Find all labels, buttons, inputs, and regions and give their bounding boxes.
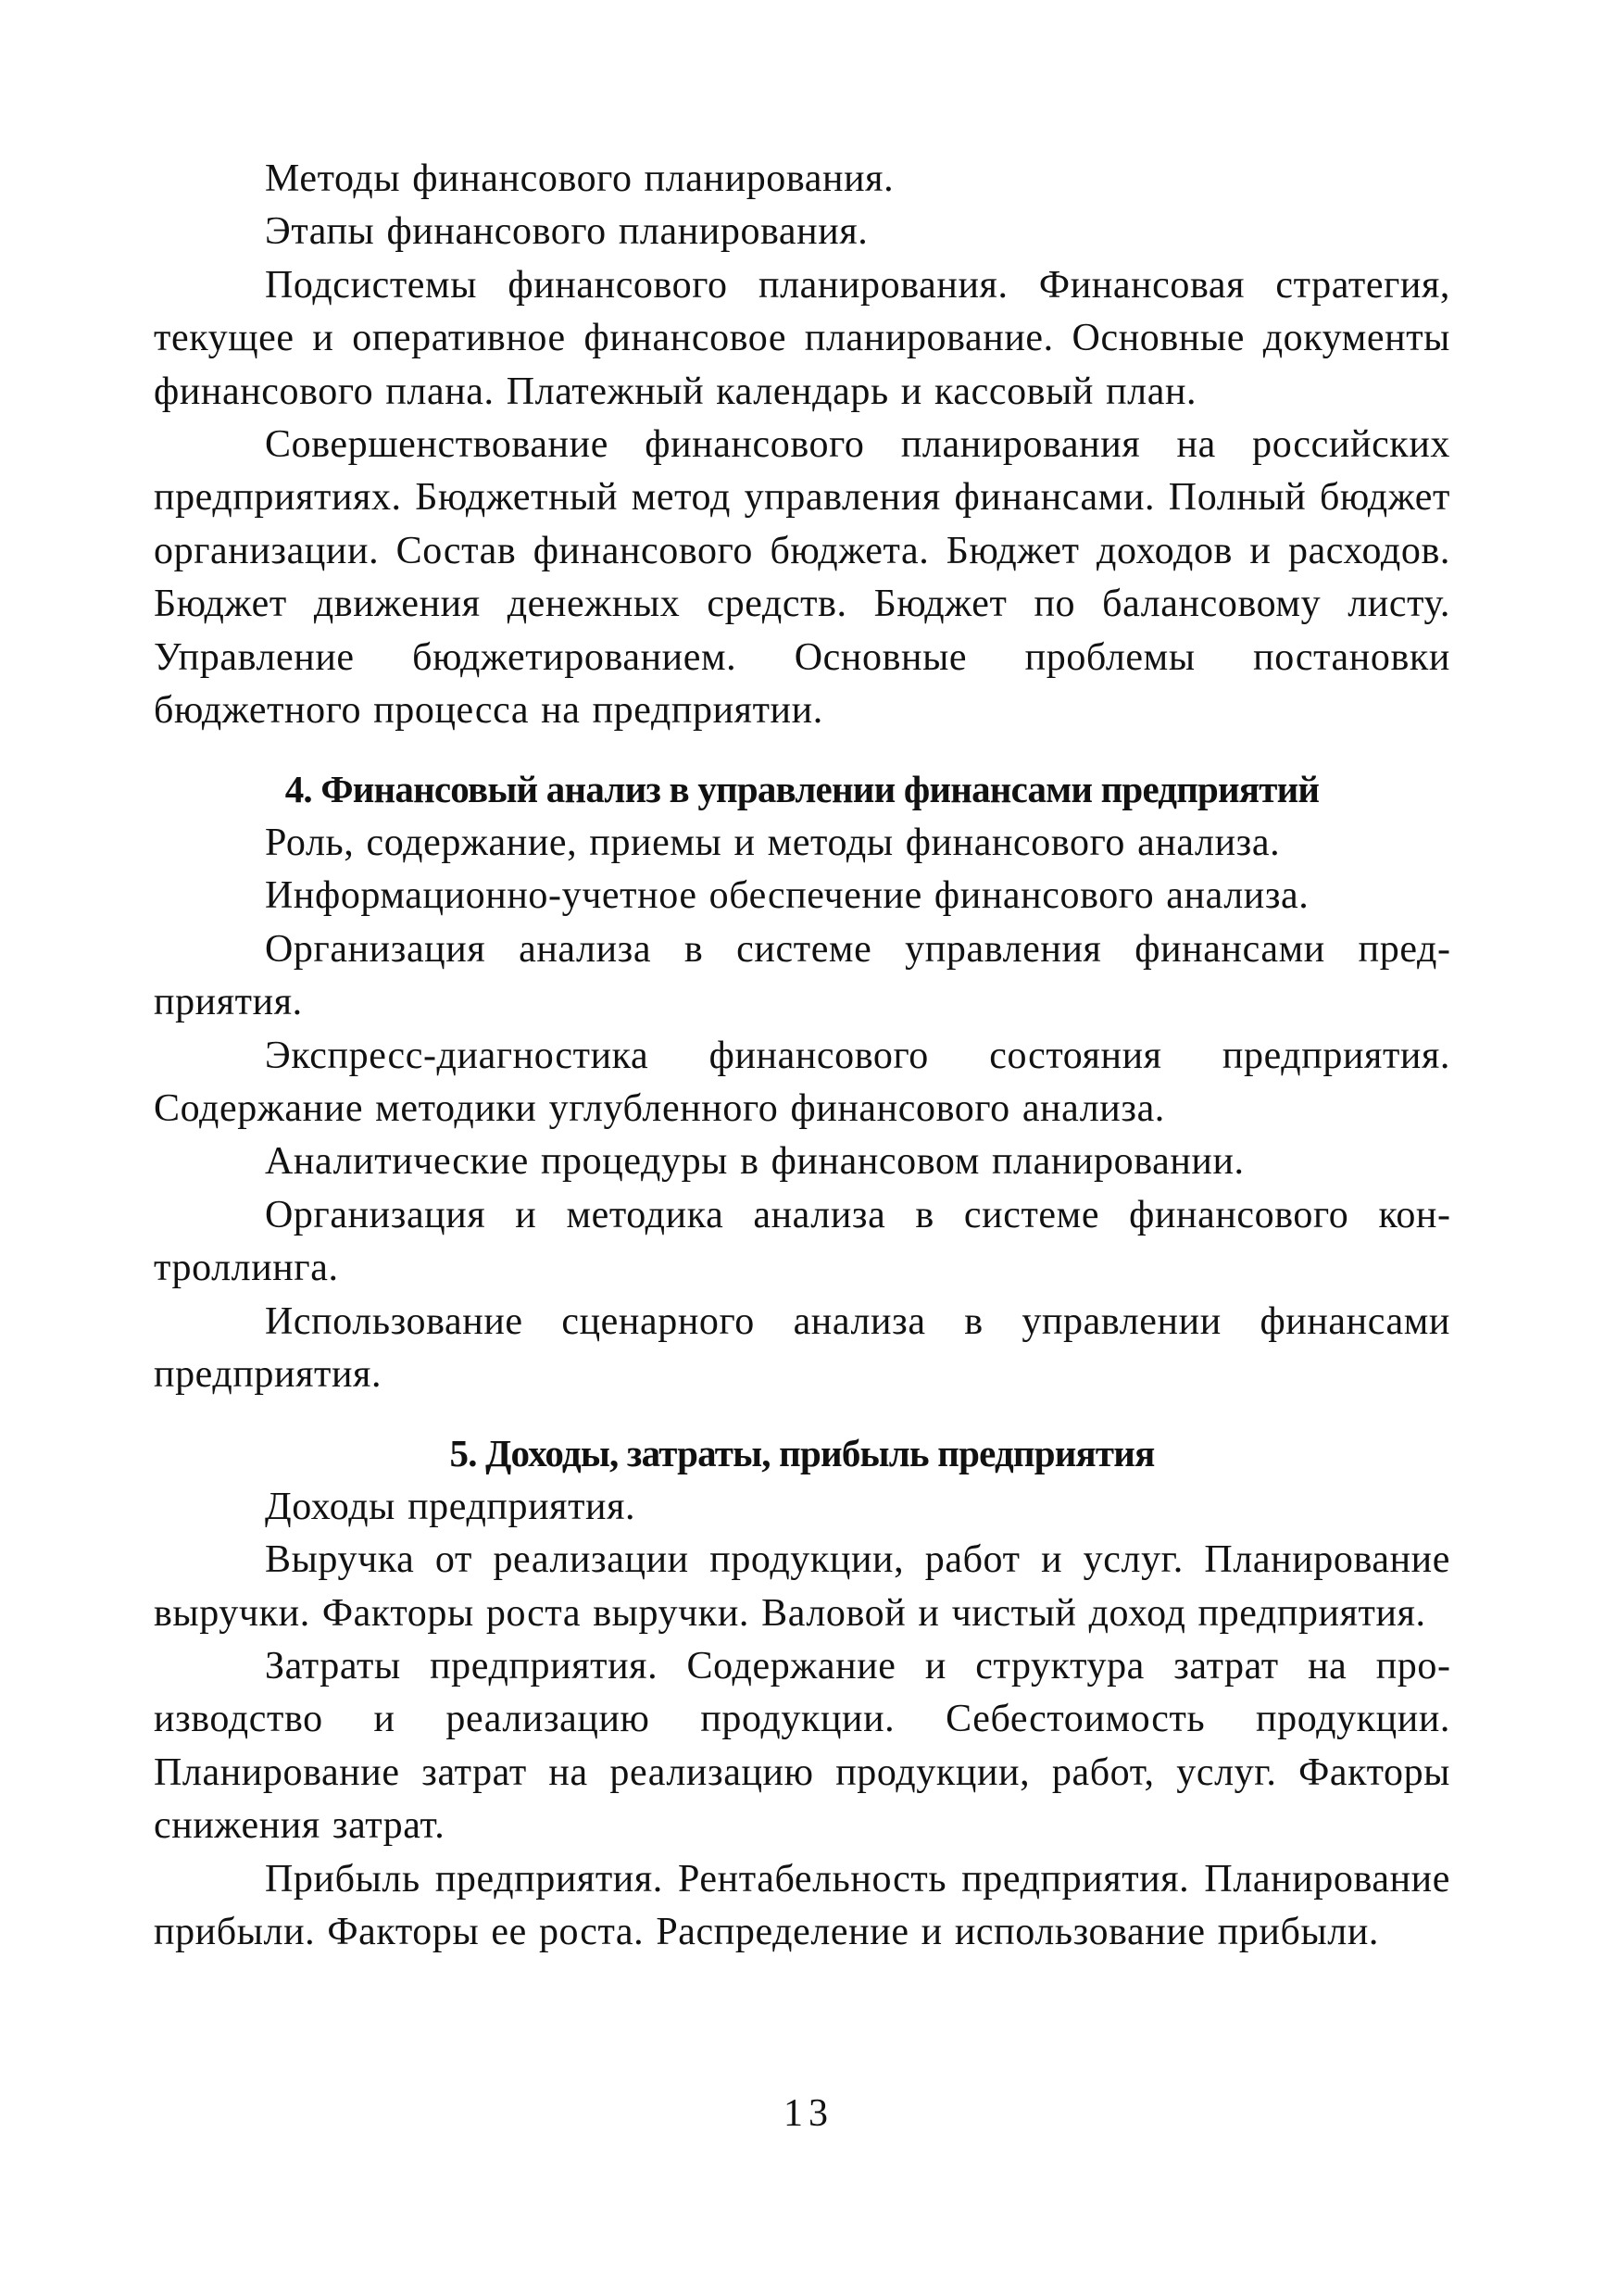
paragraph-methods: Методы финансового планирования. [265, 157, 895, 200]
paragraph: Организация и методика анализа в системе финансового контроллинга. [154, 1193, 1450, 1290]
paragraph-stages: Этапы финансового планирования. [265, 210, 869, 254]
section-heading-4: 4. Финансовый анализ в управлении финансами предприятий [284, 768, 1320, 811]
paragraph: Прибыль предприятия. Рентабельность предприятия. Планирование прибыли. Факторы ее роста. Распределение и использование прибыли. [154, 1857, 1450, 1953]
paragraph: Доходы предприятия. [265, 1485, 636, 1528]
page-number: 13 [783, 2092, 834, 2135]
section-heading-5: 5. Доходы, затраты, прибыль предприятия [449, 1432, 1155, 1475]
paragraph: Экспресс-диагностика финансового состояния предприятия. Содержание методики углубленного финансового анализа. [154, 1034, 1450, 1130]
paragraph: Информационно-учетное обеспечение финансового анализа. [265, 874, 1310, 918]
section-income-costs-profit [154, 1427, 1450, 1959]
paragraph: Аналитические процедуры в финансовом планировании. [265, 1140, 1245, 1184]
paragraph: Использование сценарного анализа в управлении финансами предприятия. [154, 1299, 1450, 1396]
paragraph: Затраты предприятия. Содержание и структура затрат на производство и реализацию продукции. Себестоимость продукции. Планирование затрат на реализацию продукции, работ, услуг. Факторы снижения затрат. [154, 1644, 1450, 1848]
paragraph: Роль, содержание, приемы и методы финансового анализа. [265, 821, 1281, 864]
paragraph: Выручка от реализации продукции, работ и услуг. Планирование выручки. Факторы роста выручки. Валовой и чистый доход предприятия. [154, 1538, 1450, 1635]
paragraph-improvement: Совершенствование финансового планирования на российских предприятиях. Бюджетный метод управления финансами. Полный бюджет организации. Состав финансового бюджета. Бюджет доходов и расходов. Бюджет движения денежных средств. Бюджет по балансовому листу. Управление бюджетированием. Основные проблемы постановки бюджетного процесса на предприятии. [154, 423, 1450, 733]
paragraph-subsystems: Подсистемы финансового планирования. Финансовая стратегия, текущее и оперативное финансовое планирование. Основные документы финансового плана. Платежный календарь и кассовый план. [154, 263, 1450, 413]
paragraph: Организация анализа в системе управления финансами предприятия. [154, 927, 1450, 1024]
section-financial-analysis [154, 763, 1450, 1401]
document-page [154, 153, 1450, 1959]
